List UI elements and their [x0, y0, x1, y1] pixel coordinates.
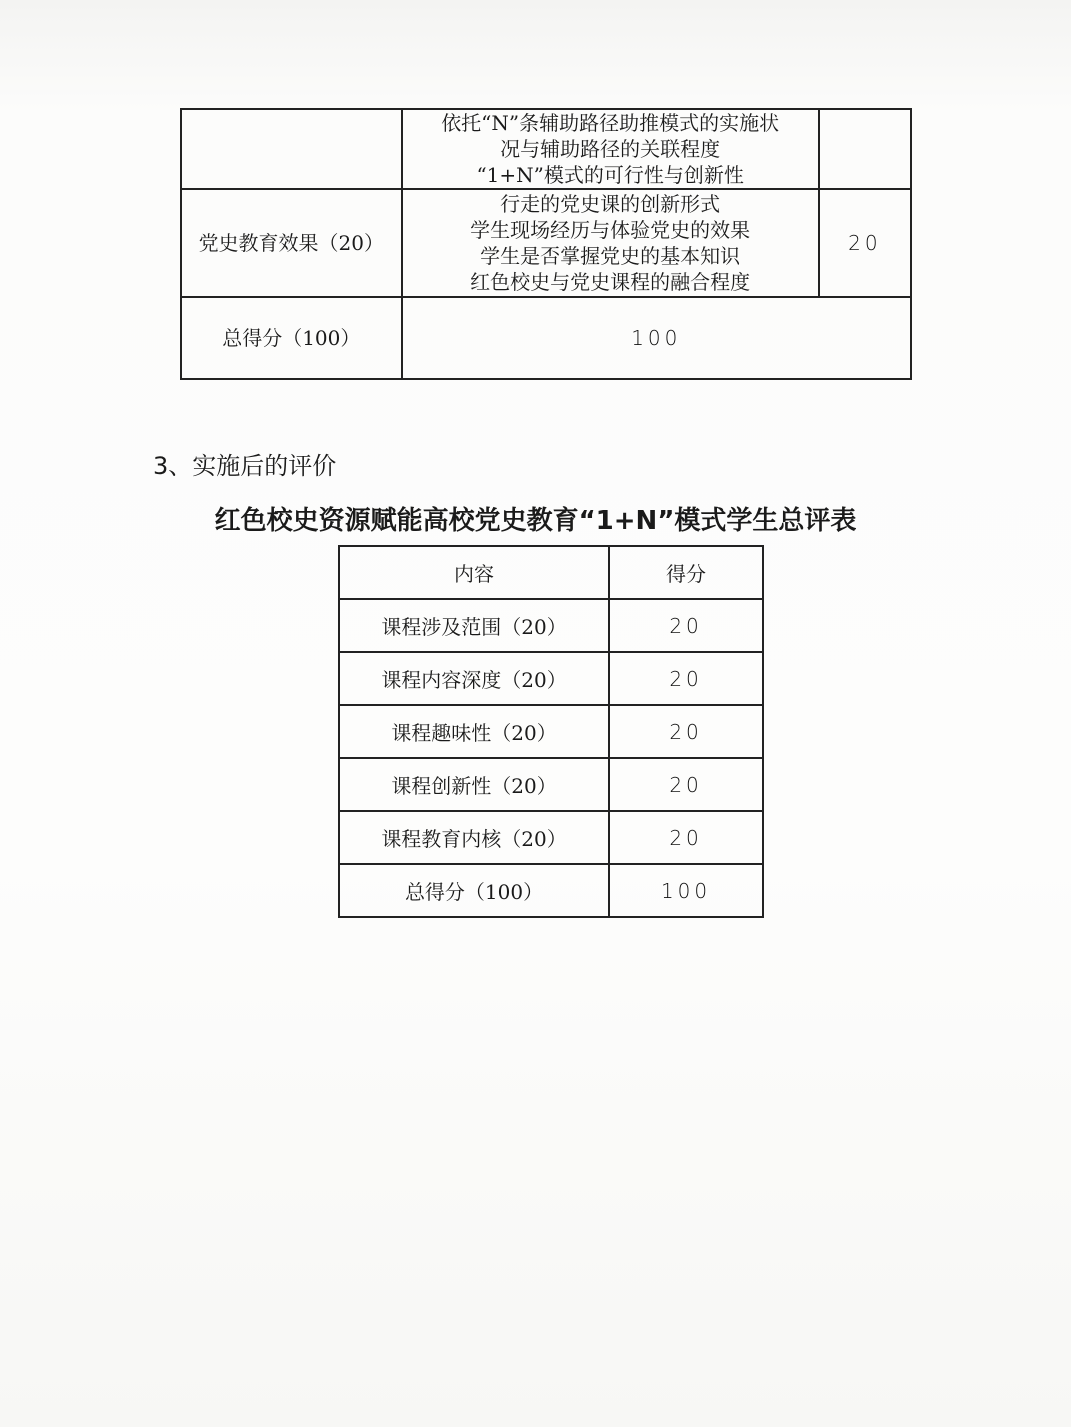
total-label: 总得分（100）	[181, 297, 402, 379]
criteria-line: 况与辅助路径的关联程度	[500, 137, 721, 161]
criteria-cell	[402, 189, 819, 297]
handwritten-score: 20	[819, 189, 911, 297]
content-cell: 课程创新性（20）	[339, 758, 609, 811]
table-row	[339, 599, 763, 652]
handwritten-score: 20	[609, 652, 763, 705]
content-cell: 课程趣味性（20）	[339, 705, 609, 758]
handwritten-score: 20	[609, 811, 763, 864]
handwritten-total-score: 100	[402, 297, 911, 379]
column-header-score: 得分	[609, 546, 763, 599]
handwritten-score: 20	[609, 599, 763, 652]
handwritten-score: 20	[609, 705, 763, 758]
content-cell: 课程教育内核（20）	[339, 811, 609, 864]
table-row	[339, 758, 763, 811]
table-row	[339, 652, 763, 705]
header-row	[339, 546, 763, 599]
section-heading: 3、实施后的评价	[153, 452, 337, 480]
criteria-line: 依托“N”条辅助路径助推模式的实施状	[441, 111, 780, 135]
table-row	[339, 705, 763, 758]
criteria-line: 红色校史与党史课程的融合程度	[470, 270, 751, 294]
criteria-cell	[402, 109, 819, 189]
criteria-line: 行走的党史课的创新形式	[500, 192, 721, 216]
content-cell: 课程涉及范围（20）	[339, 599, 609, 652]
handwritten-score: 20	[609, 758, 763, 811]
total-row	[339, 864, 763, 917]
table-row	[181, 189, 911, 297]
summary-table-title: 红色校史资源赋能高校党史教育“1+N”模式学生总评表	[214, 506, 857, 536]
column-header-content: 内容	[339, 546, 609, 599]
score-cell	[819, 109, 911, 189]
student-summary-table	[338, 545, 764, 918]
handwritten-total-score: 100	[609, 864, 763, 917]
table-row	[339, 811, 763, 864]
total-row	[181, 297, 911, 379]
content-cell: 课程内容深度（20）	[339, 652, 609, 705]
total-label: 总得分（100）	[339, 864, 609, 917]
category-cell	[181, 109, 402, 189]
table-row	[181, 109, 911, 189]
criteria-line: “1+N”模式的可行性与创新性	[476, 163, 744, 187]
evaluation-criteria-table	[180, 108, 912, 380]
criteria-line: 学生是否掌握党史的基本知识	[480, 244, 741, 268]
category-cell: 党史教育效果（20）	[181, 189, 402, 297]
criteria-line: 学生现场经历与体验党史的效果	[470, 218, 751, 242]
